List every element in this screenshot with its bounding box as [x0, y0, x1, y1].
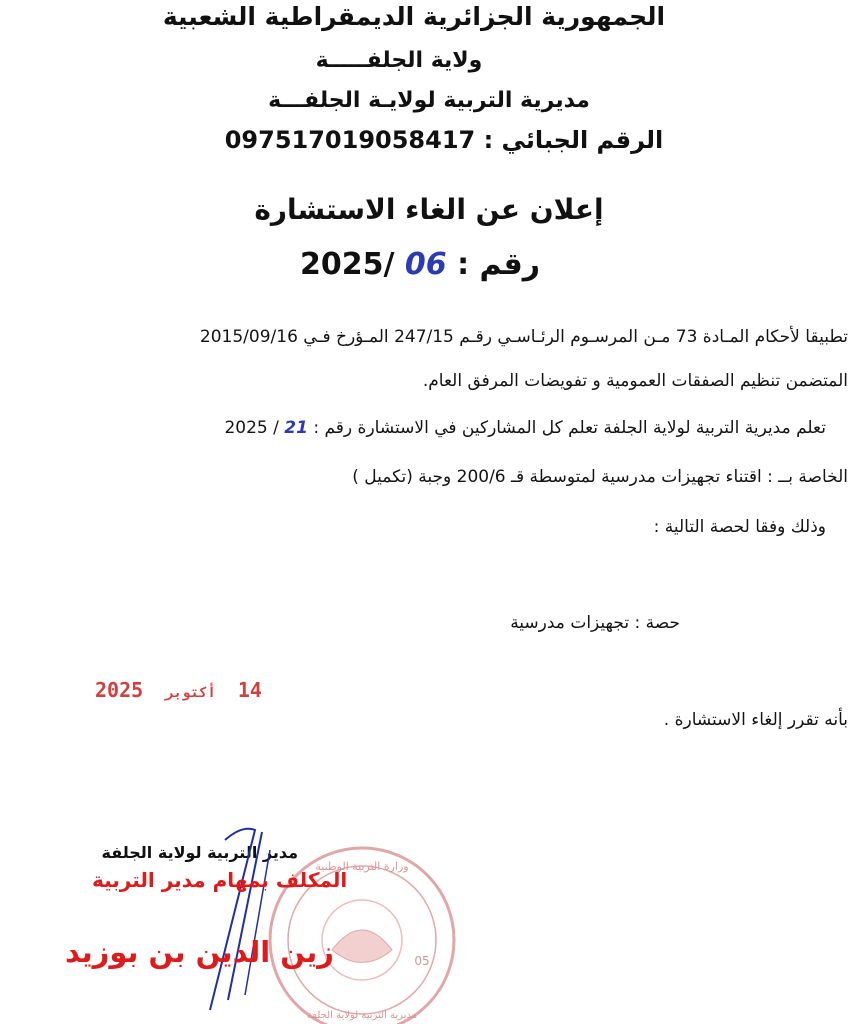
lot-line: حصة : تجهيزات مدرسية — [510, 613, 680, 633]
legal-basis-line-1: تطبيقا لأحكام المـادة 73 مـن المرسـوم الرئـاسـي رقـم 247/15 المـؤرخ فـي 2015/09/16 — [199, 327, 848, 347]
directorate-name: مديرية التربية لولايـة الجلفـــة — [268, 88, 590, 113]
stamp-month: أكتوبر — [165, 685, 216, 701]
lots-intro: وذلك وفقا لحصة التالية : — [653, 517, 826, 537]
notice-year: / 2025 — [224, 418, 279, 438]
number-year: /2025 — [299, 247, 395, 282]
signature-name: زين الدين بن بوزيد — [65, 935, 334, 969]
handwritten-number: 06 — [404, 247, 447, 282]
director-title: مدير التربية لولاية الجلفة — [101, 843, 298, 862]
signature-title: المكلف بمهام مدير التربية — [92, 868, 348, 892]
number-prefix: رقم : — [457, 247, 540, 282]
seal-text-bottom: مديرية التربية لولاية الجلفة — [306, 1010, 418, 1021]
announcement-title: إعلان عن الغاء الاستشارة — [254, 193, 604, 226]
legal-basis-line-2: المتضمن تنظيم الصفقات العمومية و تفويضات المرفق العام. — [422, 371, 848, 391]
republic-name: الجمهورية الجزائرية الديمقراطية الشعبية — [162, 2, 666, 31]
seal-text-top: وزارة التربية الوطنية — [315, 860, 409, 873]
notice-text: تعلم مديرية التربية لولاية الجلفة تعلم كل المشاركين في الاستشارة رقم : — [313, 418, 826, 438]
signature-strokes-icon — [170, 820, 310, 1020]
announcement-number — [299, 247, 540, 282]
wilaya-name: ولاية الجلفـــــة — [315, 48, 483, 73]
tax-number: الرقم الجبائي : 097517019058417 — [224, 126, 664, 154]
stamp-day: 14 — [237, 678, 262, 702]
handwritten-consultation-number: 21 — [284, 418, 308, 438]
notice-line — [224, 418, 826, 438]
date-stamp — [95, 678, 262, 702]
seal-number: 05 — [414, 954, 430, 968]
decision-line: بأنه تقرر إلغاء الاستشارة . — [663, 710, 848, 730]
stamp-year: 2025 — [95, 678, 144, 702]
subject-line: الخاصة بــ : اقتناء تجهيزات مدرسية لمتوسطة قـ 200/6 وجبة (تكميل ) — [352, 467, 848, 487]
